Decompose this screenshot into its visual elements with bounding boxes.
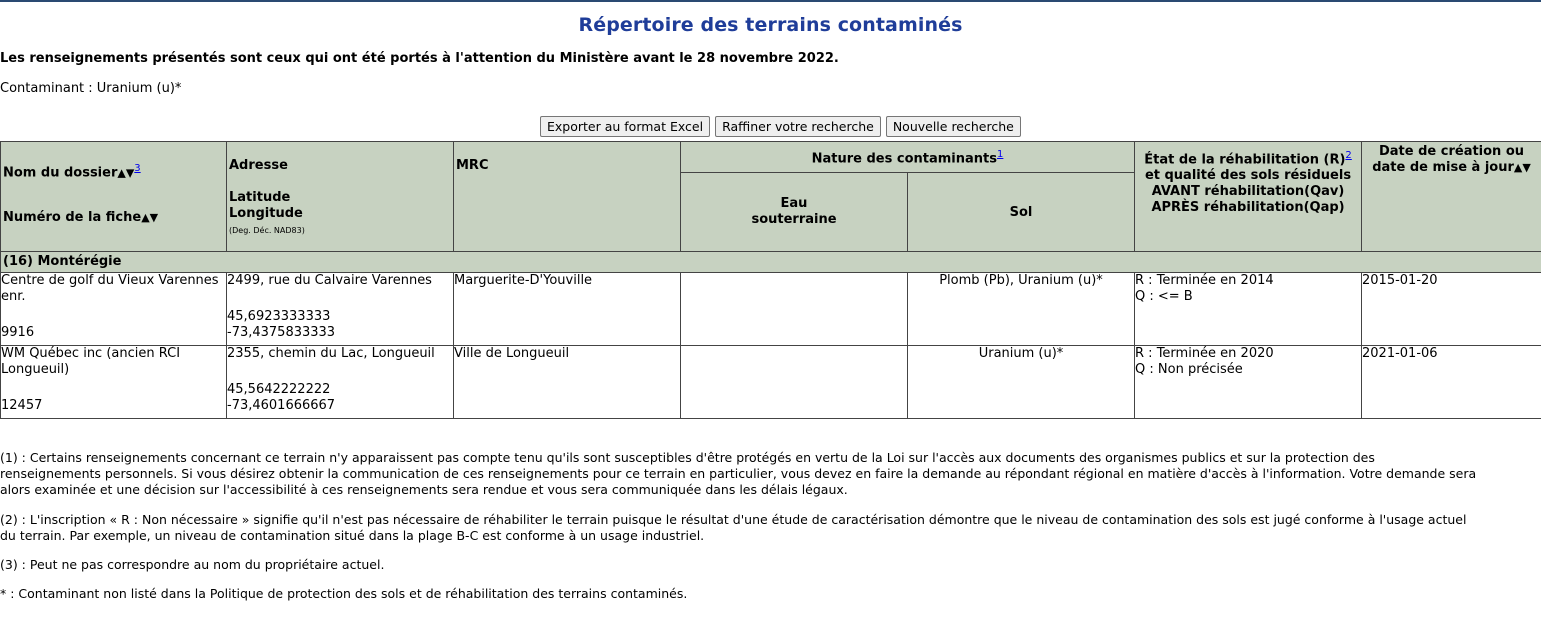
col-header-adresse — [227, 142, 454, 252]
top-rule — [0, 0, 1541, 2]
address: 2499, rue du Calvaire Varennes — [227, 273, 432, 288]
region-label: (16) Montérégie — [1, 252, 1541, 273]
table-row — [1, 273, 1541, 346]
cell-nom — [1, 273, 227, 346]
footnote-star: * : Contaminant non listé dans la Politique de protection des sols et de réhabilitation des terrains contaminés. — [0, 586, 688, 601]
footnote-2-line1: (2) : L'inscription « R : Non nécessaire » signifie qu'il n'est pas nécessaire de réhabiliter le terrain puisque le résultat d'une étude de caractérisation démontre que le niveau de contamination des sols est jugé conforme à l'usage actuel — [0, 512, 1467, 527]
footnote-3-link[interactable]: 3 — [134, 163, 141, 174]
etat-r: R : Terminée en 2014 — [1135, 273, 1274, 288]
header-adresse-label: Adresse — [229, 158, 288, 173]
header-coord-note: (Deg. Déc. NAD83) — [229, 226, 305, 235]
col-header-mrc — [454, 142, 681, 252]
footnote-2 — [0, 512, 1466, 544]
footnote-2-link[interactable]: 2 — [1345, 150, 1352, 161]
cell-date: 2015-01-20 — [1362, 273, 1541, 346]
col-header-eau — [681, 173, 908, 252]
refine-search-button[interactable]: Raffiner votre recherche — [715, 116, 881, 137]
table-row — [1, 346, 1541, 419]
cell-etat — [1135, 273, 1362, 346]
footnote-3: (3) : Peut ne pas correspondre au nom du propriétaire actuel. — [0, 557, 385, 572]
results-table — [0, 141, 1541, 419]
contaminant-filter-line: Contaminant : Uranium (u)* — [0, 81, 182, 96]
cell-adresse — [227, 346, 454, 419]
new-search-button[interactable]: Nouvelle recherche — [886, 116, 1021, 137]
address: 2355, chemin du Lac, Longueuil — [227, 346, 435, 361]
cell-nom — [1, 346, 227, 419]
col-header-nature — [681, 142, 1135, 173]
page-title: Répertoire des terrains contaminés — [578, 14, 963, 36]
cell-mrc: Marguerite-D'Youville — [454, 273, 681, 346]
cell-mrc: Ville de Longueuil — [454, 346, 681, 419]
etat-q: Q : Non précisée — [1135, 362, 1243, 377]
col-header-sol — [908, 173, 1135, 252]
cell-eau — [681, 346, 908, 419]
footnote-1-line2: renseignements personnels. Si vous désirez obtenir la communication de ces renseignements pour ce terrain en particulier, vous devez en faire la demande au répondant régional en matière d'accès à l'information. Votre demande sera — [0, 466, 1477, 481]
footnote-1 — [0, 450, 1476, 498]
header-etat-line4: APRÈS réhabilitation(Qap) — [1151, 200, 1345, 216]
action-buttons — [540, 116, 1021, 137]
latitude: 45,5642222222 — [227, 382, 331, 397]
col-header-etat — [1135, 142, 1362, 252]
etat-q: Q : <= B — [1135, 289, 1193, 304]
header-sol-label: Sol — [1009, 204, 1033, 220]
dossier-name: WM Québec inc (ancien RCI Longueuil) — [1, 346, 181, 377]
sort-date-arrows[interactable]: ▲▼ — [1513, 161, 1531, 174]
header-latitude-label: Latitude — [229, 190, 291, 205]
header-longitude-label: Longitude — [229, 206, 303, 221]
fiche-number: 12457 — [1, 398, 43, 413]
cell-etat — [1135, 346, 1362, 419]
region-row — [1, 252, 1541, 273]
sort-numero-fiche-arrows[interactable]: ▲▼ — [141, 211, 159, 224]
col-header-date — [1362, 142, 1541, 252]
header-nom-dossier-label: Nom du dossier — [3, 165, 118, 181]
latitude: 45,6923333333 — [227, 309, 331, 324]
header-nature-label: Nature des contaminants — [811, 151, 998, 167]
cell-adresse — [227, 273, 454, 346]
longitude: -73,4375833333 — [227, 325, 336, 340]
date-notice: Les renseignements présentés sont ceux qui ont été portés à l'attention du Ministère avant le 28 novembre 2022. — [0, 51, 839, 66]
cell-eau — [681, 273, 908, 346]
sort-nom-dossier-arrows[interactable]: ▲▼ — [117, 166, 135, 180]
footnote-1-link[interactable]: 1 — [997, 149, 1004, 160]
etat-r: R : Terminée en 2020 — [1135, 346, 1274, 361]
header-date-line2: date de mise à jour — [1372, 160, 1514, 175]
header-date-line1: Date de création ou — [1378, 144, 1525, 159]
dossier-name: Centre de golf du Vieux Varennes enr. — [1, 273, 219, 304]
export-excel-button[interactable]: Exporter au format Excel — [540, 116, 710, 137]
header-numero-fiche-label: Numéro de la fiche — [3, 210, 142, 225]
header-etat-line3: AVANT réhabilitation(Qav) — [1151, 184, 1345, 200]
cell-sol: Uranium (u)* — [908, 346, 1135, 419]
header-mrc-label: MRC — [456, 158, 489, 173]
footnote-1-line1: (1) : Certains renseignements concernant ce terrain n'y apparaissent pas compte tenu qu'ils sont susceptibles d'être protégés en vertu de la Loi sur l'accès aux documents des organismes publics et sur la protection des — [0, 450, 1375, 465]
col-header-nom-dossier — [1, 142, 227, 252]
header-etat-line1: État de la réhabilitation (R) — [1144, 152, 1346, 168]
header-eau-line1: Eau — [780, 196, 808, 211]
cell-date: 2021-01-06 — [1362, 346, 1541, 419]
fiche-number: 9916 — [1, 325, 35, 340]
footnote-2-line2: du terrain. Par exemple, un niveau de contamination situé dans la plage B-C est conforme à un usage industriel. — [0, 528, 705, 543]
cell-sol: Plomb (Pb), Uranium (u)* — [908, 273, 1135, 346]
footnote-1-line3: alors examinée et une décision sur l'accessibilité à ces renseignements sera rendue et vous sera communiquée dans les délais légaux. — [0, 482, 848, 497]
header-eau-line2: souterraine — [751, 212, 837, 227]
header-etat-line2: et qualité des sols résiduels — [1144, 168, 1352, 184]
longitude: -73,4601666667 — [227, 398, 336, 413]
